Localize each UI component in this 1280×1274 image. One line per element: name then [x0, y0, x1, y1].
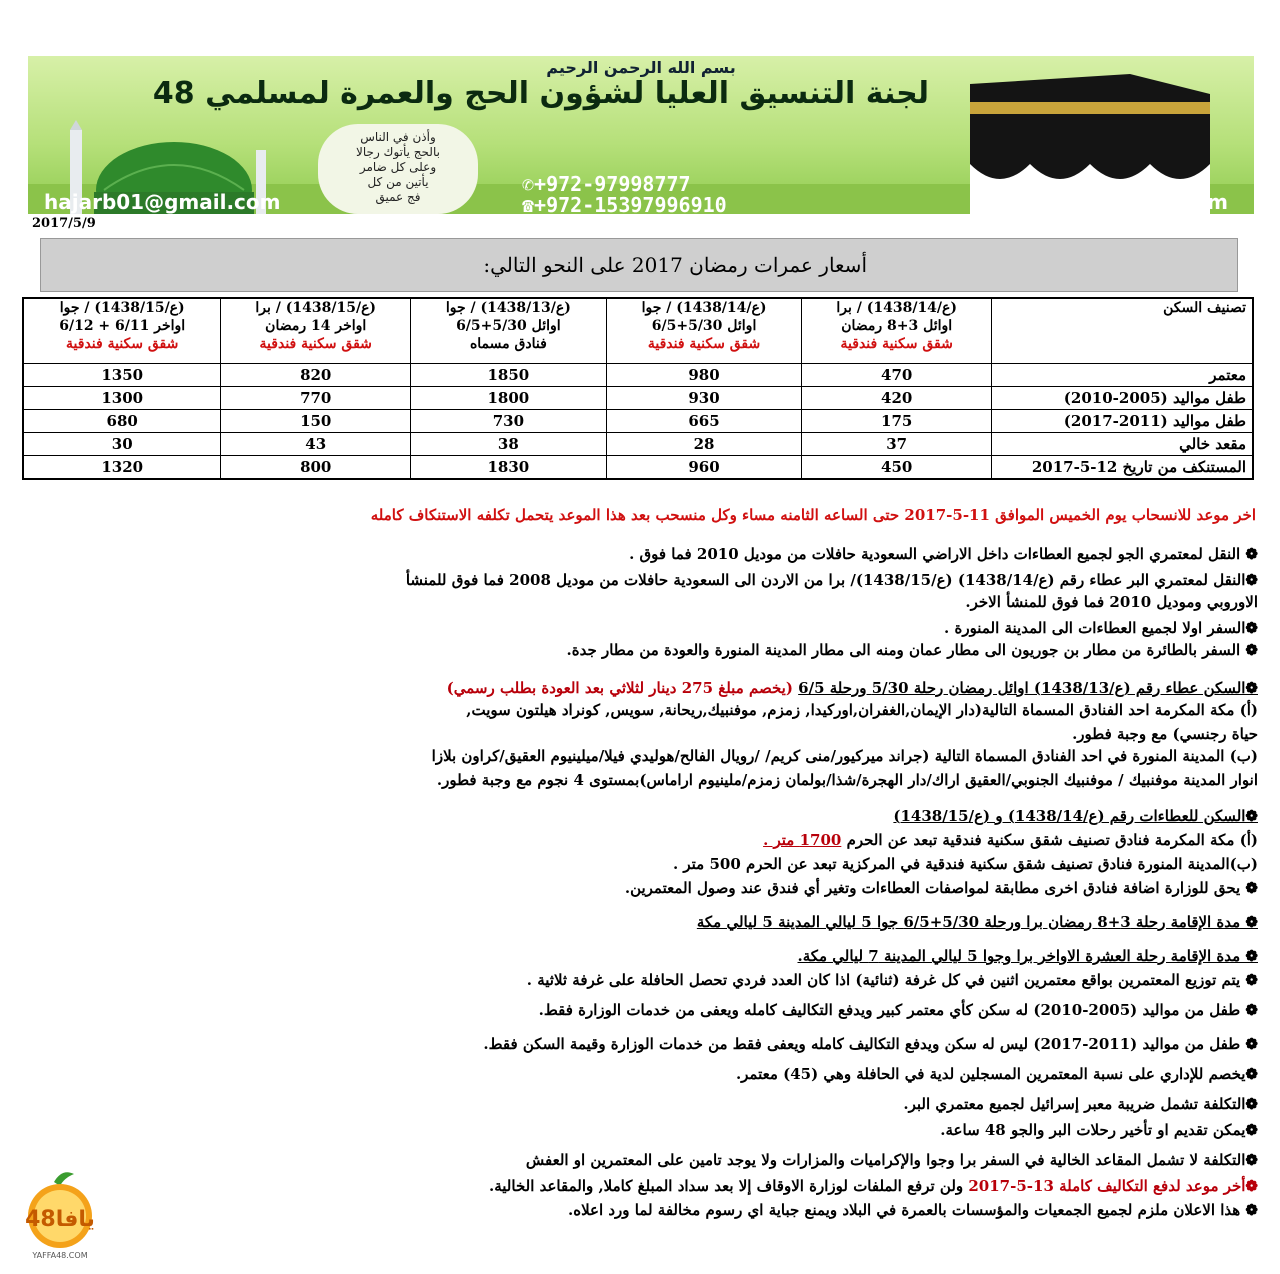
price-cell: 770 — [221, 387, 411, 410]
list-item: ❁ السفر بالطائرة من مطار بن جوريون الى مطار عمان ومنه الى مطار المدينة المنورة والعودة من مطار جدة. — [566, 641, 1258, 659]
column-header: (ع/1438/15) / برا اواخر 14 رمضان شقق سكنية فندقية — [221, 298, 411, 364]
table-row — [23, 387, 1253, 410]
list-item: ❁يمكن تقديم او تأخير رحلات البر والجو 48 ساعة. — [940, 1121, 1258, 1139]
price-cell: 930 — [606, 387, 802, 410]
document-title: أسعار عمرات رمضان 2017 على النحو التالي: — [483, 253, 867, 277]
row-label: المستنكف من تاريخ 12-5-2017 — [992, 456, 1254, 480]
price-cell: 175 — [802, 410, 992, 433]
fax-number — [522, 193, 727, 214]
quran-verse — [318, 124, 478, 214]
price-cell: 37 — [802, 433, 992, 456]
list-item: ❁ طفل من مواليد (2011-2017) ليس له سكن ويدفع التكاليف كامله ويعفى فقط من خدمات الوزارة وقيمة السكن فقط. — [483, 1035, 1258, 1053]
row-label: طفل مواليد (2005-2010) — [992, 387, 1254, 410]
phone-text: +972-97998777 — [534, 172, 691, 196]
header-banner — [28, 56, 1254, 214]
column-header: (ع/1438/14) / برا اوائل 3+8 رمضان شقق سكنية فندقية — [802, 298, 992, 364]
list-item: انوار المدينة موفنبيك / موفنبيك الجنوبي/العقيق اراك/دار الهجرة/شذا/بولمان زمزم/ملينيوم اراماس)بمستوى 4 نجوم مع وجبة فطور. — [436, 771, 1258, 789]
table-header-row — [23, 298, 1253, 364]
list-item: ❁ هذا الاعلان ملزم لجميع الجمعيات والمؤسسات بالعمرة في البلاد ويمنع جباية اي رسوم مخالفة لما ورد اعلاه. — [567, 1201, 1258, 1219]
list-item: ❁ النقل لمعتمري الجو لجميع العطاءات داخل الاراضي السعودية حافلات من موديل 2010 فما فوق . — [629, 545, 1258, 563]
price-cell: 1320 — [23, 456, 221, 480]
list-item: ❁ طفل من مواليد (2005-2010) له سكن كأي معتمر كبير ويدفع التكاليف كامله ويعفى من خدمات الوزارة فقط. — [538, 1001, 1258, 1019]
table-row — [23, 410, 1253, 433]
list-item: ❁يخصم للإداري على نسبة المعتمرين المسجلين لدية في الحافلة وهي (45) معتمر. — [735, 1065, 1258, 1083]
title-box — [40, 238, 1238, 292]
price-cell: 420 — [802, 387, 992, 410]
table-row — [23, 433, 1253, 456]
price-cell: 820 — [221, 364, 411, 387]
row-label: معتمر — [992, 364, 1254, 387]
row-label: طفل مواليد (2011-2017) — [992, 410, 1254, 433]
column-header: (ع/1438/13) / جوا اوائل 5/30+6/5 فنادق مسماه — [411, 298, 607, 364]
list-item: ❁السكن عطاء رقم (ع/1438/13) اوائل رمضان رحلة 5/30 ورحلة 6/5 (يخصم مبلغ 275 دينار لثلاثي بعد العودة بطلب رسمي) — [446, 679, 1258, 697]
logo-text: يافا48 — [25, 1207, 95, 1232]
price-cell: 1300 — [23, 387, 221, 410]
list-item: ❁ يحق للوزارة اضافة فنادق اخرى مطابقة لمواصفات العطاءات وتغير أي فندق عند وصول المعتمرين. — [624, 879, 1258, 897]
price-cell: 665 — [606, 410, 802, 433]
list-item: ❁ مدة الإقامة رحلة العشرة الاواخر برا وجوا 5 ليالي المدينة 7 ليالي مكة. — [797, 947, 1258, 965]
price-cell: 28 — [606, 433, 802, 456]
list-item: حياة رجنسي) مع وجبة فطور. — [1072, 725, 1258, 743]
price-cell: 1850 — [411, 364, 607, 387]
price-cell: 450 — [802, 456, 992, 480]
list-item: (أ) مكة المكرمة احد الفنادق المسماة التالية(دار الإيمان,الغفران,اوركيدا, زمزم, موفنبيك,ريحانة, سويس, كونراد هيلتون سويت, — [466, 701, 1258, 719]
list-item: ❁السفر اولا لجميع العطاءات الى المدينة المنورة . — [944, 619, 1258, 637]
column-header: (ع/1438/15) / جوا اواخر 6/11 + 6/12 شقق سكنية فندقية — [23, 298, 221, 364]
price-cell: 30 — [23, 433, 221, 456]
logo-subtext: YAFFA48.COM — [32, 1251, 88, 1260]
list-item: ❁أخر موعد لدفع التكاليف كاملة 13-5-2017 ولن ترفع الملفات لوزارة الاوقاف إلا بعد سداد المبلغ كاملا, والمقاعد الخالية. — [489, 1177, 1258, 1195]
verse-line: يأتين من كل — [367, 175, 429, 189]
price-cell: 470 — [802, 364, 992, 387]
column-header: (ع/1438/14) / جوا اوائل 5/30+6/5 شقق سكنية فندقية — [606, 298, 802, 364]
basmala: بسم الله الرحمن الرحيم — [546, 58, 736, 77]
phone-icon: ✆ — [522, 172, 535, 196]
verse-line: وعلى كل ضامر — [359, 160, 437, 174]
row-label: مقعد خالي — [992, 433, 1254, 456]
price-cell: 43 — [221, 433, 411, 456]
list-item: ❁ مدة الإقامة رحلة 3+8 رمضان برا ورحلة 5/30+6/5 جوا 5 ليالي المدينة 5 ليالي مكة — [696, 913, 1258, 931]
price-cell: 730 — [411, 410, 607, 433]
list-item: ❁النقل لمعتمري البر عطاء رقم (ع/1438/14) (ع/1438/15)/ برا من الاردن الى السعودية حافلات من موديل 2008 فما فوق للمنشأ — [405, 571, 1258, 589]
price-cell: 800 — [221, 456, 411, 480]
price-cell: 1350 — [23, 364, 221, 387]
table-row — [23, 364, 1253, 387]
price-cell: 980 — [606, 364, 802, 387]
list-item: ❁ يتم توزيع المعتمرين بواقع معتمرين اثنين في كل غرفة (ثنائية) اذا كان العدد فردي تحصل الحافلة على غرفة ثلاثية . — [526, 971, 1258, 989]
withdrawal-notice: اخر موعد للانسحاب يوم الخميس الموافق 11-5-2017 حتى الساعه الثامنه مساء وكل منسحب بعد هذا الموعد يتحمل تكلفه الاستنكاف كامله — [370, 506, 1256, 524]
fax-text: +972-15397996910 — [534, 193, 727, 214]
price-cell: 150 — [221, 410, 411, 433]
organization-name: لجنة التنسيق العليا لشؤون الحج والعمرة لمسلمي 48 — [152, 76, 930, 111]
table-row — [23, 456, 1253, 480]
verse-line: بالحج يأتوك رجالا — [356, 145, 440, 159]
fax-icon: ☎ — [522, 193, 535, 214]
website-link[interactable]: www.hajarb48.com — [1012, 190, 1228, 214]
price-cell: 1800 — [411, 387, 607, 410]
price-cell: 680 — [23, 410, 221, 433]
price-cell: 38 — [411, 433, 607, 456]
list-item: ❁التكلفة تشمل ضريبة معبر إسرائيل لجميع معتمري البر. — [903, 1095, 1258, 1113]
yaffa48-logo — [24, 1168, 96, 1260]
document-date: 2017/5/9 — [32, 216, 96, 231]
price-cell: 1830 — [411, 456, 607, 480]
email-address[interactable]: hajarb01@gmail.com — [44, 190, 281, 214]
price-cell: 960 — [606, 456, 802, 480]
list-item: (ب) المدينة المنورة في احد الفنادق المسماة التالية (جراند ميركيور/منى كريم/ /رويال الفالح/هوليدي فيلا/ميلينيوم العقيق/كراون بلازا — [431, 747, 1258, 765]
table-corner: تصنيف السكن — [992, 298, 1254, 364]
list-item: ❁التكلفة لا تشمل المقاعد الخالية في السفر برا وجوا والإكراميات والمزارات ولا يوجد تامين على المعتمرين او العفش — [525, 1151, 1258, 1169]
prices-table — [22, 297, 1254, 480]
verse-line: وأذن في الناس — [360, 130, 436, 144]
list-item: (أ) مكة المكرمة فنادق تصنيف شقق سكنية فندقية تبعد عن الحرم 1700 متر . — [763, 831, 1258, 849]
verse-line: فج عميق — [375, 190, 421, 204]
list-item: (ب)المدينة المنورة فنادق تصنيف شقق سكنية فندقية في المركزية تبعد عن الحرم 500 متر . — [672, 855, 1258, 873]
list-item: الاوروبي وموديل 2010 فما فوق للمنشأ الاخر. — [965, 593, 1258, 611]
list-item: ❁السكن للعطاءات رقم (ع/1438/14) و (ع/1438/15) — [893, 807, 1258, 825]
